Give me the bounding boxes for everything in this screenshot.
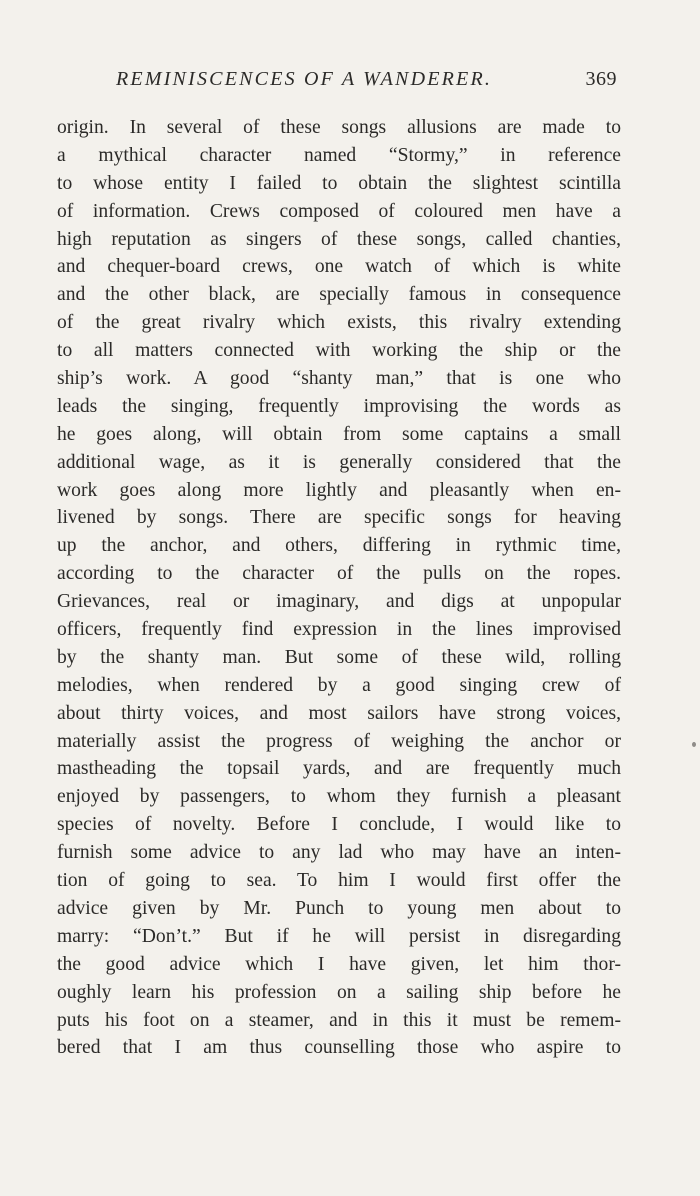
text-line: and chequer-board crews, one watch of which is white	[57, 256, 621, 278]
text-line: puts his foot on a steamer, and in this it must be remem-	[57, 1009, 621, 1031]
text-line: oughly learn his profession on a sailing ship before he	[57, 981, 621, 1003]
text-line: mastheading the topsail yards, and are frequently much	[57, 758, 621, 780]
text-line: leads the singing, frequently improvising the words as	[57, 395, 621, 417]
text-line: materially assist the progress of weighing the anchor or	[57, 730, 621, 752]
text-line: bered that I am thus counselling those who aspire to	[57, 1037, 621, 1059]
text-line: marry: “Don’t.” But if he will persist in disregarding	[57, 925, 621, 947]
text-line: about thirty voices, and most sailors have strong voices,	[57, 702, 621, 724]
text-line: Grievances, real or imaginary, and digs at unpopular	[57, 591, 621, 613]
text-line: of the great rivalry which exists, this rivalry extending	[57, 312, 621, 334]
running-title: REMINISCENCES OF A WANDERER.	[116, 68, 493, 90]
text-line: the good advice which I have given, let him thor-	[57, 953, 621, 975]
text-line: furnish some advice to any lad who may have an inten-	[57, 842, 621, 864]
paper-speck	[692, 742, 696, 747]
text-line: tion of going to sea. To him I would first offer the	[57, 870, 621, 892]
text-line: according to the character of the pulls on the ropes.	[57, 563, 621, 585]
text-line: a mythical character named “Stormy,” in reference	[57, 144, 621, 166]
text-line: work goes along more lightly and pleasantly when en-	[57, 479, 621, 501]
text-line: officers, frequently find expression in the lines improvised	[57, 619, 621, 641]
page-number: 369	[585, 68, 617, 90]
text-line: species of novelty. Before I conclude, I would like to	[57, 814, 621, 836]
text-line: advice given by Mr. Punch to young men about to	[57, 897, 621, 919]
text-line: melodies, when rendered by a good singing crew of	[57, 674, 621, 696]
text-line: and the other black, are specially famous in consequence	[57, 284, 621, 306]
text-line: origin. In several of these songs allusions are made to	[57, 117, 621, 138]
text-line: livened by songs. There are specific songs for heaving	[57, 507, 621, 529]
text-line: enjoyed by passengers, to whom they furnish a pleasant	[57, 786, 621, 808]
text-line: he goes along, will obtain from some captains a small	[57, 423, 621, 445]
text-line: of information. Crews composed of coloured men have a	[57, 200, 621, 222]
text-line: to all matters connected with working the ship or the	[57, 340, 621, 362]
text-line: additional wage, as it is generally considered that the	[57, 451, 621, 473]
text-line: ship’s work. A good “shanty man,” that is one who	[57, 368, 621, 390]
text-line: up the anchor, and others, differing in rythmic time,	[57, 535, 621, 557]
running-head	[116, 68, 617, 98]
text-line: by the shanty man. But some of these wild, rolling	[57, 646, 621, 668]
text-line: to whose entity I failed to obtain the slightest scintilla	[57, 172, 621, 194]
text-line: high reputation as singers of these songs, called chanties,	[57, 228, 621, 250]
body-text	[57, 114, 621, 1062]
